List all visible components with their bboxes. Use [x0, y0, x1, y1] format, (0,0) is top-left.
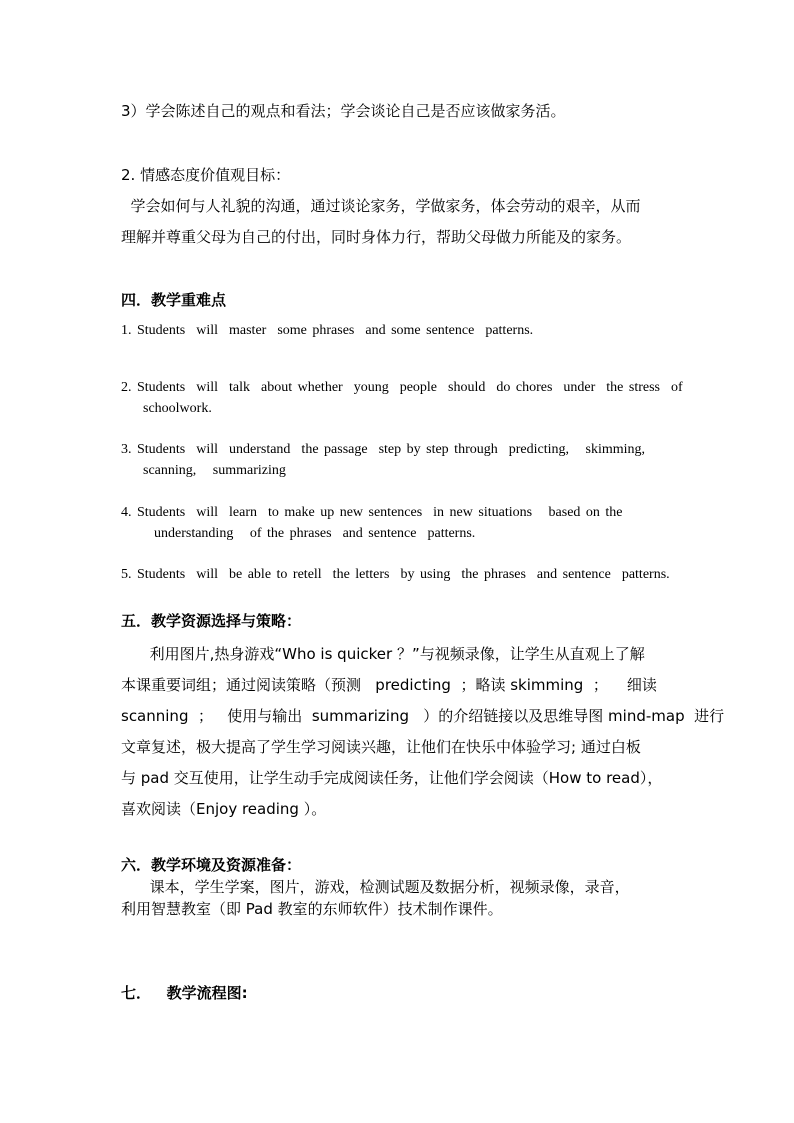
key-point-3-line-2: scanning, summarizing [121, 463, 286, 478]
resources-line-4: 文章复述，极大提高了学生学习阅读兴趣，让他们在快乐中体验学习; 通过白板 [121, 738, 641, 756]
goal-item-3: 3）学会陈述自己的观点和看法；学会谈论自己是否应该做家务活。 [121, 102, 566, 120]
key-point-1: 1. Students will master some phrases and some sentence patterns. [121, 323, 534, 338]
key-point-4-line-1: 4. Students will learn to make up new sentences in new situations based on the [121, 505, 623, 520]
resources-line-6: 喜欢阅读（Enjoy reading ）。 [121, 800, 327, 818]
key-points-heading: 四．教学重难点 [121, 291, 227, 309]
resources-heading: 五．教学资源选择与策略： [121, 612, 302, 630]
resources-line-3: scanning ； 使用与输出 summarizing ）的介绍链接以及思维导图 mind-map 进行 [121, 707, 725, 725]
key-point-3-line-1: 3. Students will understand the passage step by step through predicting, skimming, [121, 442, 645, 457]
flow-chart-heading: 七． 教学流程图: [121, 984, 248, 1002]
emotion-goals-line-1: 学会如何与人礼貌的沟通，通过谈论家务，学做家务，体会劳动的艰辛，从而 [121, 197, 641, 215]
resources-line-5: 与 pad 交互使用，让学生动手完成阅读任务，让他们学会阅读（How to read）， [121, 769, 663, 787]
resources-line-2: 本课重要词组；通过阅读策略（预测 predicting ；略读 skimming ； 细读 [121, 676, 657, 694]
key-point-4-line-2: understanding of the phrases and sentence patterns. [121, 526, 476, 541]
environment-line-2: 利用智慧教室（即 Pad 教室的东师软件）技术制作课件。 [121, 900, 503, 918]
key-point-5: 5. Students will be able to retell the letters by using the phrases and sentence patterns. [121, 567, 670, 582]
emotion-goals-line-2: 理解并尊重父母为自己的付出，同时身体力行，帮助父母做力所能及的家务。 [121, 228, 632, 246]
resources-line-1: 利用图片,热身游戏“Who is quicker ？”与视频录像，让学生从直观上了解 [121, 645, 645, 663]
environment-line-1: 课本，学生学案，图片，游戏，检测试题及数据分析，视频录像，录音， [121, 878, 630, 896]
key-point-2-line-2: schoolwork. [121, 401, 212, 416]
emotion-goals-title: 2. 情感态度价值观目标： [121, 166, 291, 184]
key-point-2-line-1: 2. Students will talk about whether young people should do chores under the stress of [121, 380, 683, 395]
environment-heading: 六．教学环境及资源准备： [121, 856, 302, 874]
